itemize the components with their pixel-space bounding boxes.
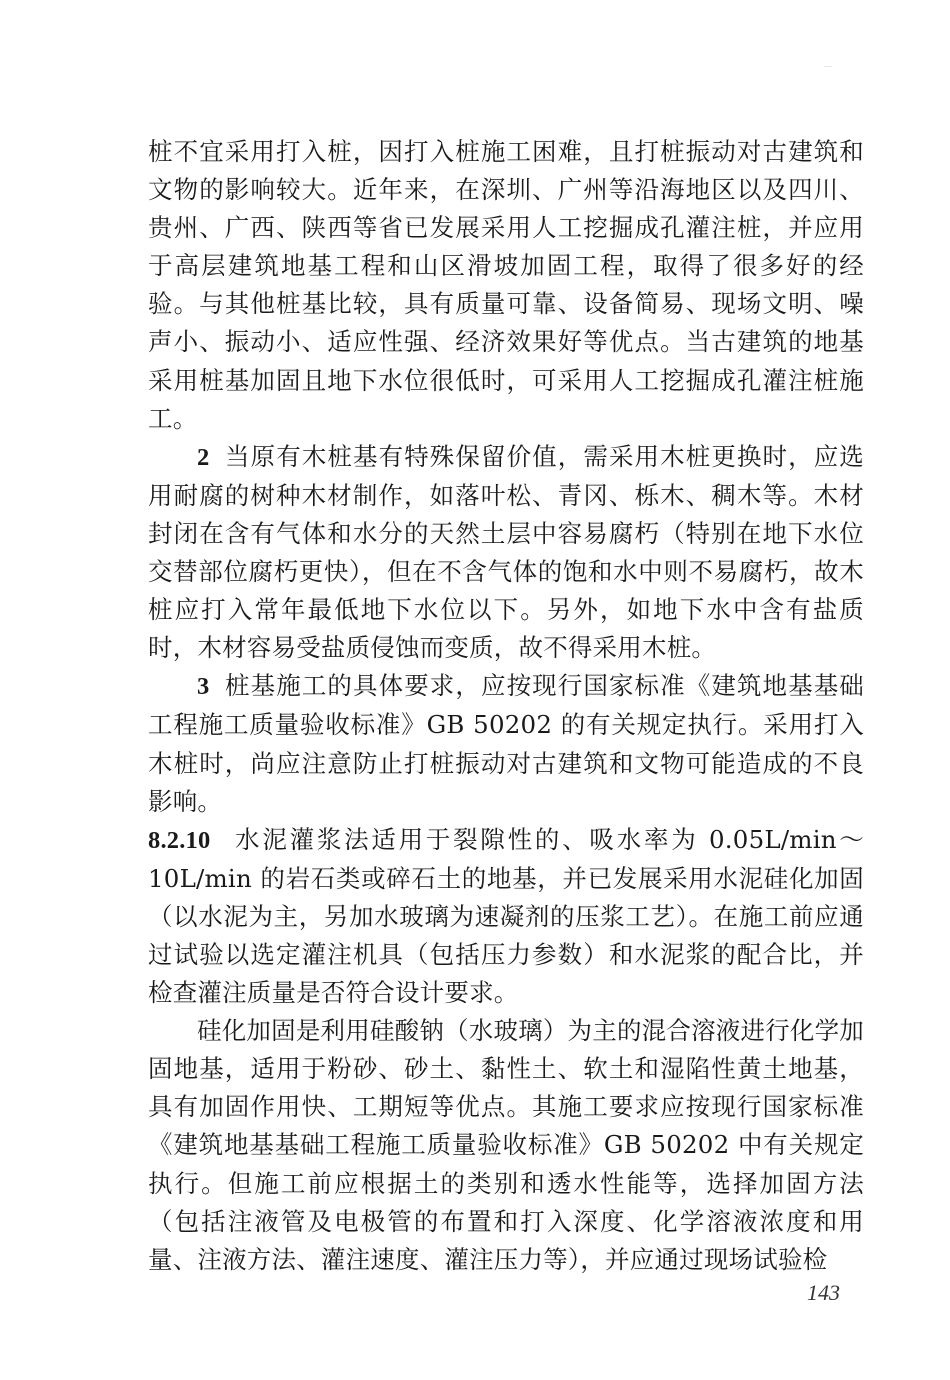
- paragraph-item-3: [148, 667, 864, 820]
- section-number: 8.2.10: [148, 826, 211, 854]
- paragraph-text: 桩基施工的具体要求，应按现行国家标准《建筑地基基础工程施工质量验收标准》GB 50202 的有关规定执行。采用打入木桩时，尚应注意防止打桩振动对古建筑和文物可能造成的不良影响。: [148, 671, 864, 816]
- paragraph-text: 水泥灌浆法适用于裂隙性的、吸水率为 0.05L/min～10L/min 的岩石类或碎石土的地基，并已发展采用水泥硅化加固（以水泥为主，另加水玻璃为速凝剂的压浆工艺）。在施工前应通过试验以选定灌注机具（包括压力参数）和水泥浆的配合比，并检查灌注质量是否符合设计要求。: [148, 824, 864, 1008]
- section-8-2-10: [148, 821, 864, 1012]
- paragraph-silicification: [148, 1012, 864, 1279]
- item-number: 2: [197, 443, 210, 471]
- body-text: [148, 133, 864, 1279]
- paragraph-text: 当原有木桩基有特殊保留价值，需采用木桩更换时，应选用耐腐的树种木材制作，如落叶松、青冈、栎木、稠木等。木材封闭在含有气体和水分的天然土层中容易腐朽（特别在地下水位交替部位腐朽更快），但在不含气体的饱和水中则不易腐朽，故木桩应打入常年最低地下水位以下。另外，如地下水中含有盐质时，木材容易受盐质侵蚀而变质，故不得采用木桩。: [148, 441, 864, 663]
- scan-mark: [824, 66, 832, 67]
- item-number: 3: [197, 673, 210, 701]
- paragraph-continuation: [148, 133, 864, 438]
- paragraph-item-2: [148, 438, 864, 668]
- paragraph-text: 硅化加固是利用硅酸钠（水玻璃）为主的混合溶液进行化学加固地基，适用于粉砂、砂土、黏性土、软土和湿陷性黄土地基，具有加固作用快、工期短等优点。其施工要求应按现行国家标准《建筑地基基础工程施工质量验收标准》GB 50202 中有关规定执行。但施工前应根据土的类别和透水性能等，选择加固方法（包括注液管及电极管的布置和打入深度、化学溶液浓度和用量、注液方法、灌注速度、灌注压力等），并应通过现场试验检: [148, 1016, 864, 1274]
- paragraph-text: 桩不宜采用打入桩，因打入桩施工困难，且打桩振动对古建筑和文物的影响较大。近年来，在深圳、广州等沿海地区以及四川、贵州、广西、陕西等省已发展采用人工挖掘成孔灌注桩，并应用于高层建筑地基工程和山区滑坡加固工程，取得了很多好的经验。与其他桩基比较，具有质量可靠、设备简易、现场文明、噪声小、振动小、适应性强、经济效果好等优点。当古建筑的地基采用桩基加固且地下水位很低时，可采用人工挖掘成孔灌注桩施工。: [148, 137, 864, 433]
- page-number: 143: [807, 1280, 840, 1305]
